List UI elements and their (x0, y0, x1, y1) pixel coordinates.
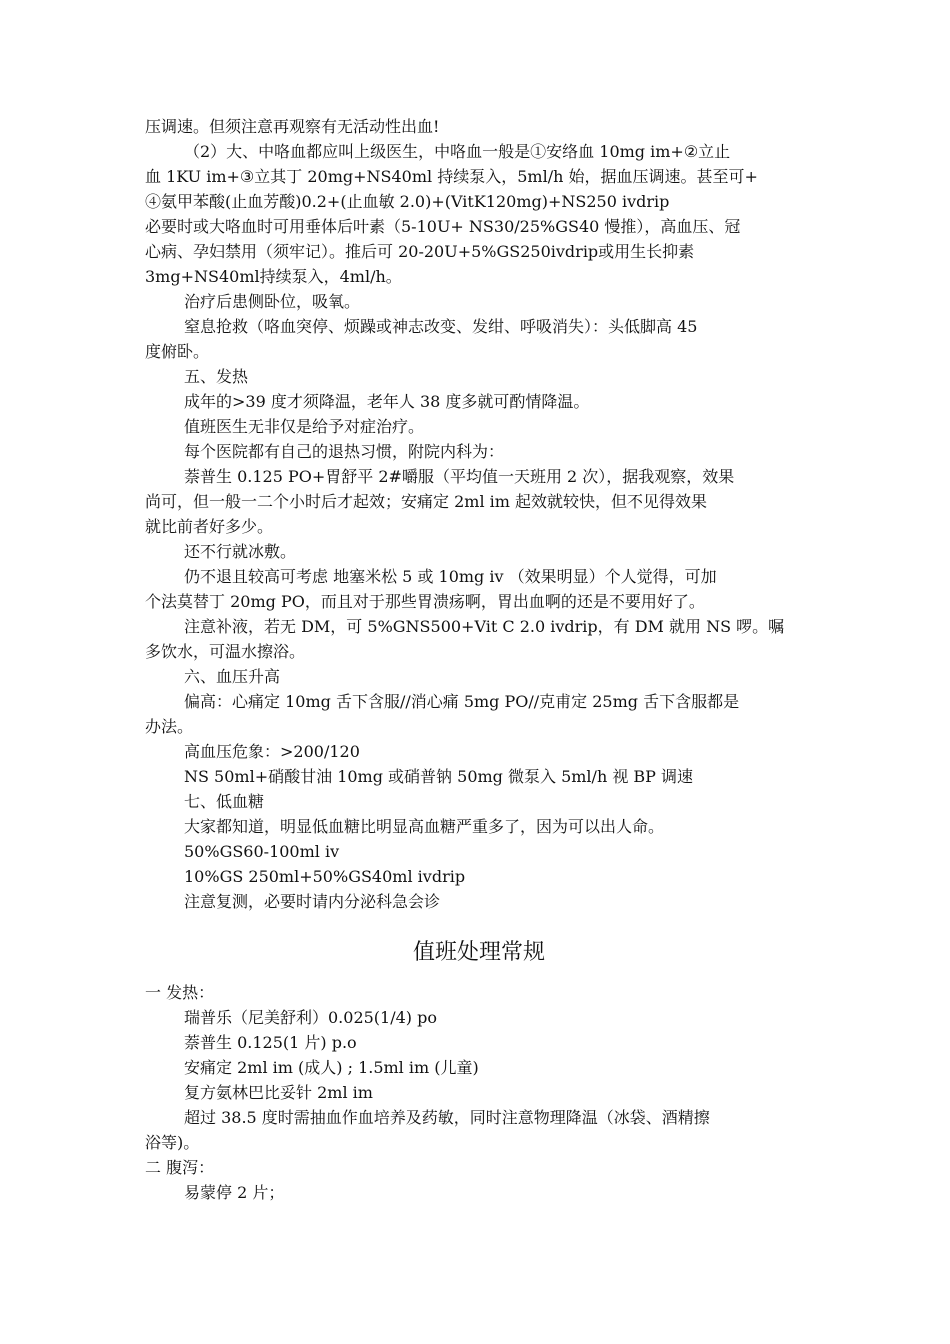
text-line: 心病、孕妇禁用（须牢记）。推后可 20-20U+5%GS250ivdrip或用生长抑素 (145, 242, 695, 261)
text-line: 大家都知道，明显低血糖比明显高血糖严重多了，因为可以出人命。 (184, 817, 665, 836)
section-heading: 五、发热 (184, 367, 249, 386)
text-line: 高血压危象：>200/120 (184, 742, 360, 761)
text-line: 窒息抢救（咯血突停、烦躁或神志改变、发绀、呼吸消失）：头低脚高 45 (184, 317, 698, 336)
text-line: 成年的>39 度才须降温，老年人 38 度多就可酌情降温。 (184, 392, 590, 411)
text-line: 50%GS60-100ml iv (184, 842, 340, 861)
text-line: ④氨甲苯酸(止血芳酸)0.2+(止血敏 2.0)+(VitK120mg)+NS250 ivdrip (145, 192, 670, 211)
text-line: 萘普生 0.125(1 片) p.o (184, 1033, 357, 1052)
text-line: 偏高：心痛定 10mg 舌下含服//消心痛 5mg PO//克甫定 25mg 舌下含服都是 (184, 692, 740, 711)
text-line: 必要时或大咯血时可用垂体后叶素（5-10U+ NS30/25%GS40 慢推），高血压、冠 (145, 217, 741, 236)
text-line: 瑞普乐（尼美舒利）0.025(1/4) po (184, 1008, 438, 1027)
text-line: 血 1KU im+③立其丁 20mg+NS40ml 持续泵入，5ml/h 始，据血压调速。甚至可+ (145, 167, 758, 186)
text-line: 易蒙停 2 片； (184, 1183, 285, 1202)
text-line: 办法。 (145, 717, 194, 736)
text-line: 注意补液，若无 DM，可 5%GNS500+Vit C 2.0 ivdrip，有 DM 就用 NS 啰。嘱 (184, 617, 785, 636)
text-line: 值班医生无非仅是给予对症治疗。 (184, 417, 425, 436)
text-line: 安痛定 2ml im (成人) ; 1.5ml im (儿童) (184, 1058, 479, 1077)
text-line: 注意复测，必要时请内分泌科急会诊 (184, 892, 441, 911)
text-line: 3mg+NS40ml持续泵入，4ml/h。 (145, 267, 402, 286)
text-line: 就比前者好多少。 (145, 517, 274, 536)
text-line: 尚可，但一般一二个小时后才起效；安痛定 2ml im 起效就较快，但不见得效果 (145, 492, 708, 511)
text-line: 个法莫替丁 20mg PO，而且对于那些胃溃疡啊，胃出血啊的还是不要用好了。 (145, 592, 705, 611)
text-line: 超过 38.5 度时需抽血作血培养及药敏，同时注意物理降温（冰袋、酒精擦 (184, 1108, 710, 1127)
page-title: 值班处理常规 (412, 940, 545, 965)
text-line: 多饮水，可温水擦浴。 (145, 642, 306, 661)
section-heading: 七、低血糖 (184, 792, 265, 811)
text-line: 每个医院都有自己的退热习惯，附院内科为： (184, 442, 505, 461)
text-line: 仍不退且较高可考虑 地塞米松 5 或 10mg iv （效果明显）个人觉得，可加 (184, 567, 717, 586)
text-line: （2）大、中咯血都应叫上级医生，中咯血一般是①安络血 10mg im+②立止 (184, 142, 731, 161)
text-line: 治疗后患侧卧位，吸氧。 (184, 292, 361, 311)
text-line: 还不行就冰敷。 (184, 542, 297, 561)
document-body (145, 114, 813, 1205)
text-line: NS 50ml+硝酸甘油 10mg 或硝普钠 50mg 微泵入 5ml/h 视 BP 调速 (184, 767, 694, 786)
section-heading: 二 腹泻： (145, 1158, 215, 1177)
text-line: 复方氨林巴比妥针 2ml im (184, 1083, 373, 1102)
text-line: 萘普生 0.125 PO+胃舒平 2#嚼服（平均值一天班用 2 次），据我观察，效果 (184, 467, 735, 486)
text-line: 度俯卧。 (145, 342, 210, 361)
text-line: 浴等)。 (145, 1133, 200, 1152)
text-line: 10%GS 250ml+50%GS40ml ivdrip (184, 867, 466, 886)
section-heading: 一 发热： (145, 983, 215, 1002)
section-heading: 六、血压升高 (184, 667, 281, 686)
text-line: 压调速。但须注意再观察有无活动性出血! (145, 117, 440, 136)
